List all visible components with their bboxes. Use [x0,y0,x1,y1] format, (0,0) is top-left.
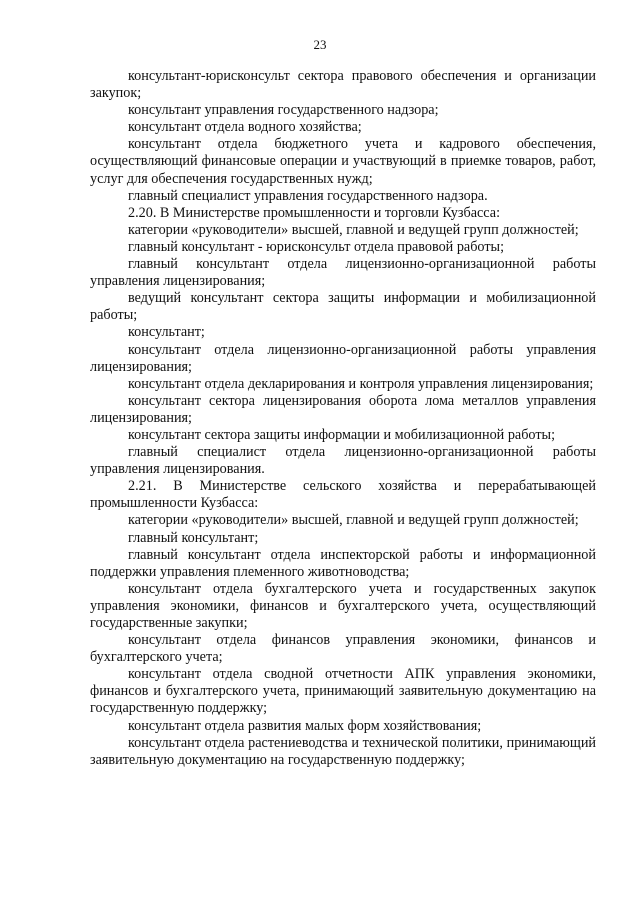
paragraph: консультант-юрисконсульт сектора правового обеспечения и организации закупок; [90,68,596,102]
paragraph: главный специалист управления государственного надзора. [128,187,488,204]
paragraph: главный консультант - юрисконсульт отдела правовой работы; [128,238,505,255]
paragraph: главный консультант; [128,529,259,546]
paragraph: консультант отдела финансов управления экономики, финансов и бухгалтерского учета; [90,632,596,666]
paragraph: главный консультант отдела лицензионно-организационной работы управления лицензирования; [90,256,596,290]
paragraph: главный консультант отдела инспекторской работы и информационной поддержки управления племенного животноводства; [90,546,596,580]
section-heading-2-20: 2.20. В Министерстве промышленности и торговли Кузбасса: [128,204,501,221]
paragraph: консультант отдела бюджетного учета и кадрового обеспечения, осуществляющий финансовые операции и участвующий в приемке товаров, работ, услуг для обеспечения государственных нужд; [90,136,596,187]
paragraph: консультант отдела бухгалтерского учета и государственных закупок управления экономики, финансов и бухгалтерского учета, осуществляющий государственные закупки; [90,580,596,631]
paragraph: ведущий консультант сектора защиты информации и мобилизационной работы; [90,290,596,324]
paragraph: консультант отдела водного хозяйства; [128,119,362,136]
paragraph: главный специалист отдела лицензионно-организационной работы управления лицензирования. [90,444,596,478]
paragraph: консультант отдела развития малых форм хозяйствования; [128,717,482,734]
paragraph: категории «руководители» высшей, главной и ведущей групп должностей; [128,221,579,238]
paragraph: консультант управления государственного надзора; [128,102,439,119]
paragraph: консультант отдела сводной отчетности АПК управления экономики, финансов и бухгалтерского учета, принимающий заявительную документацию на государственную поддержку; [90,666,596,717]
paragraph: консультант сектора защиты информации и мобилизационной работы; [128,426,556,443]
paragraph: консультант отдела растениеводства и технической политики, принимающий заявительную документацию на государственную поддержку; [90,734,596,768]
paragraph: консультант сектора лицензирования оборота лома металлов управления лицензирования; [90,392,596,426]
document-body [90,68,596,769]
paragraph: категории «руководители» высшей, главной и ведущей групп должностей; [128,512,579,529]
paragraph: консультант; [128,324,205,341]
paragraph: консультант отдела лицензионно-организационной работы управления лицензирования; [90,341,596,375]
paragraph: консультант отдела декларирования и контроля управления лицензирования; [128,375,594,392]
page-number: 23 [313,37,327,52]
section-heading-2-21: 2.21. В Министерстве сельского хозяйства и перерабатывающей промышленности Кузбасса: [90,478,596,512]
